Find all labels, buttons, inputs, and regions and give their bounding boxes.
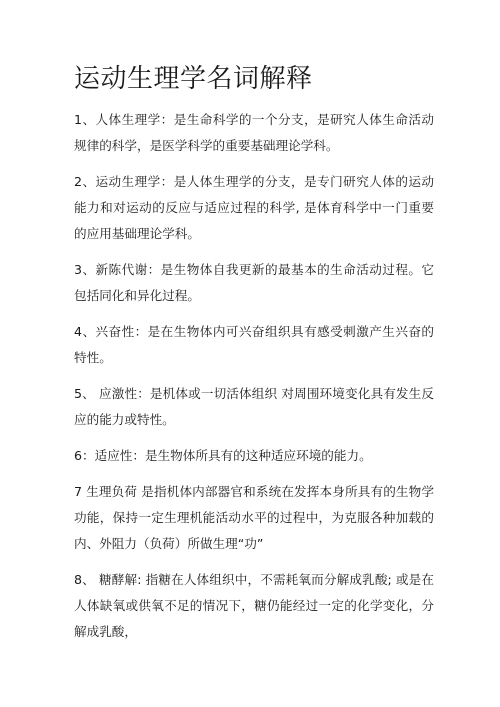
paragraph-6: 6：适应性：是生物体所具有的这种适应环境的能力。	[74, 448, 372, 463]
paragraph-1: 1、人体生理学：是生命科学的一个分支，是研究人体生命活动规律的科学，是医学科学的重要基础理论学科。	[74, 112, 434, 153]
paragraph-2: 2、运动生理学：是人体生理学的分支，是专门研究人体的运动能力和对运动的反应与适应过程的科学, 是体育科学中一门重要的应用基础理论学科。	[74, 174, 434, 241]
paragraph-8: 8、 糖酵解: 指糖在人体组织中，不需耗氧而分解成乳酸; 或是在人体缺氧或供氧不足的情况下，糖仍能经过一定的化学变化，分解成乳酸，	[74, 572, 434, 639]
paragraph-4: 4、兴奋性：是在生物体内可兴奋组织具有感受刺激产生兴奋的特性。	[74, 324, 434, 365]
paragraph-7: 7 生理负荷 是指机体内部器官和系统在发挥本身所具有的生物学功能，保持一定生理机能活动水平的过程中，为克服各种加载的内、外阻力（负荷）所做生理“功”	[74, 484, 434, 551]
document-title: 运动生理学名词解释	[74, 64, 313, 94]
paragraph-3: 3、新陈代谢：是生物体自我更新的最基本的生命活动过程。它包括同化和异化过程。	[74, 262, 434, 303]
paragraph-5: 5、 应激性：是机体或一切活体组织 对周围环境变化具有发生反应的能力或特性。	[74, 386, 434, 427]
